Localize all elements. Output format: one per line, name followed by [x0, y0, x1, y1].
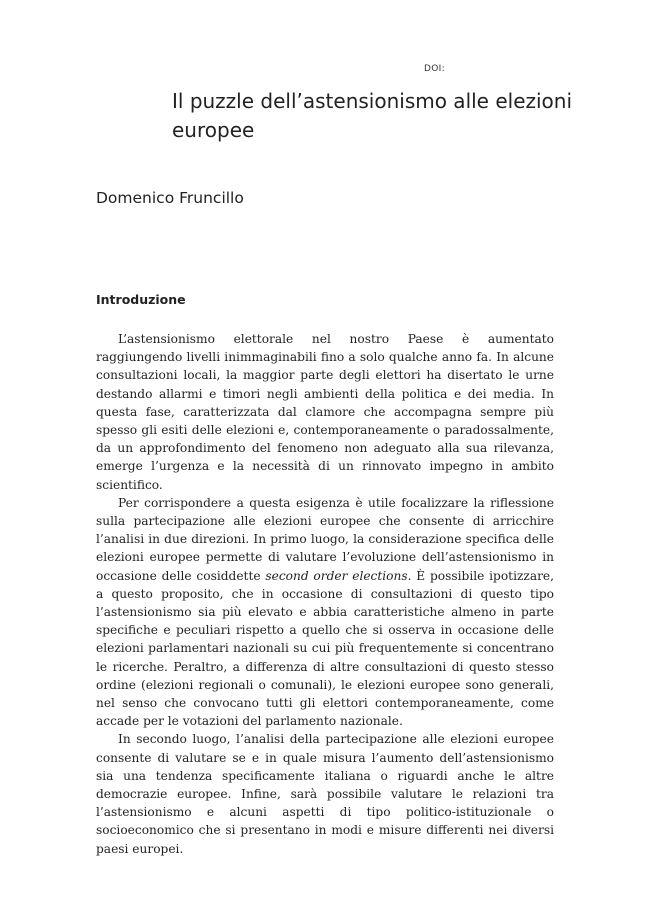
- section-heading: Introduzione: [96, 292, 186, 307]
- emphasis-term: second order elections: [265, 568, 408, 583]
- doi-label: DOI:: [424, 64, 445, 74]
- body-text: [96, 330, 554, 858]
- article-title: Il puzzle dell’astensionismo alle elezioni europee: [172, 89, 573, 142]
- paragraph-text: L’astensionismo elettorale nel nostro Paese è aumentato raggiungendo livelli inimmaginabili fino a solo qualche anno fa. In alcune consultazioni locali, la maggior parte degli elettori ha disertato le urne destando allarmi e timori negli ambienti della politica e dei media. In questa fase, caratterizzata dal clamore che accompagna sempre più spesso gli esiti delle elezioni e, contemporaneamente o paradossalmente, da un approfondimento del fenomeno non adeguato alla sua rilevanza, emerge l’urgenza e la necessità di un rinnovato impegno in ambito scientifico.: [96, 332, 554, 492]
- paragraph-text: In secondo luogo, l’analisi della partecipazione alle elezioni europee consente di valutare se e in quale misura l’aumento dell’astensionismo sia una tendenza specificamente italiana o riguardi anche le altre democrazie europee. Infine, sarà possibile valutare le relazioni tra l’astensionismo e alcuni aspetti di tipo politico-istituzionale o socioeconomico che si presentano in modi e misure differenti nei diversi paesi europei.: [96, 732, 554, 856]
- paragraph-text: . È possibile ipotizzare, a questo proposito, che in occasione di consultazioni di questo tipo l’astensionismo sia più elevato e abbia caratteristiche almeno in parte specifiche e peculiari rispetto a quello che si osserva in occasione delle elezioni parlamentari nazionali su cui più frequentemente si concentrano le ricerche. Peraltro, a differenza di altre consultazioni di questo stesso ordine (elezioni regionali o comunali), le elezioni europee sono generali, nel senso che convocano tutti gli elettori contemporaneamente, come accade per le votazioni del parlamento nazionale.: [96, 568, 554, 729]
- author-name: Domenico Fruncillo: [96, 189, 244, 207]
- paragraph: [96, 494, 554, 731]
- paragraph: [96, 730, 554, 857]
- paragraph: [96, 330, 554, 494]
- paragraph-text: Per corrispondere a questa esigenza è utile focalizzare la riflessione sulla partecipazione alle elezioni europee che consente di arricchire l’analisi in due direzioni. In primo luogo, la considerazione specifica delle elezioni europee permette di valutare l’evoluzione dell’astensionismo in occasione delle cosiddette: [96, 495, 554, 583]
